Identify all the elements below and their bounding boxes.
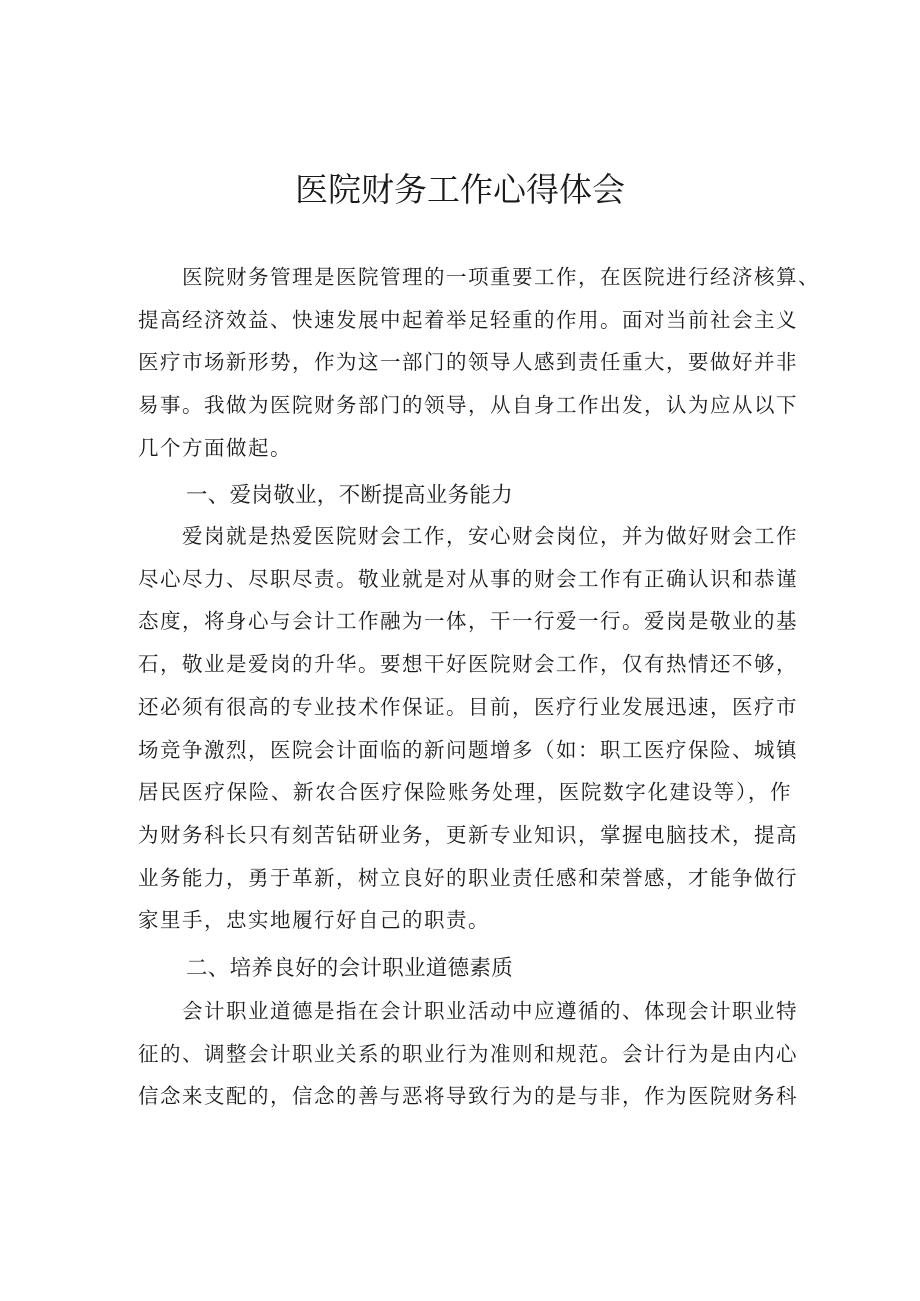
section-heading: 二、培养良好的会计职业道德素质 bbox=[186, 956, 514, 981]
text-line: 易事。我做为医院财务部门的领导，从自身工作出发，认为应从以下 bbox=[138, 393, 798, 418]
section-paragraph bbox=[138, 990, 798, 1118]
text-line: 几个方面做起。 bbox=[138, 435, 292, 460]
text-line: 尽心尽力、尽职尽责。敬业就是对从事的财会工作有正确认识和恭谨 bbox=[138, 566, 798, 591]
text-line: 为财务科长只有刻苦钻研业务，更新专业知识，掌握电脑技术，提高 bbox=[138, 822, 798, 847]
text-line: 业务能力，勇于革新，树立良好的职业责任感和荣誉感，才能争做行 bbox=[138, 865, 798, 890]
text-line: 石，敬业是爱岗的升华。要想干好医院财会工作，仅有热情还不够， bbox=[138, 652, 798, 677]
text-line: 提高经济效益、快速发展中起着举足轻重的作用。面对当前社会主义 bbox=[138, 307, 798, 332]
text-line: 征的、调整会计职业关系的职业行为准则和规范。会计行为是由内心 bbox=[138, 1041, 798, 1066]
text-line: 居民医疗保险、新农合医疗保险账务处理，医院数字化建设等），作 bbox=[138, 780, 792, 805]
text-line: 场竞争激烈，医院会计面临的新问题增多（如：职工医疗保险、城镇 bbox=[138, 737, 798, 762]
text-line: 医院财务管理是医院管理的一项重要工作，在医院进行经济核算、 bbox=[182, 265, 820, 289]
text-line: 信念来支配的，信念的善与恶将导致行为的是与非，作为医院财务科 bbox=[138, 1084, 798, 1109]
section-paragraph bbox=[138, 515, 798, 942]
section-heading: 一、爱岗敬业，不断提高业务能力 bbox=[186, 483, 514, 508]
text-line: 还必须有很高的专业技术作保证。目前，医疗行业发展迅速，医疗市 bbox=[138, 694, 798, 719]
text-line: 医疗市场新形势，作为这一部门的领导人感到责任重大，要做好并非 bbox=[138, 350, 798, 375]
text-line: 家里手，忠实地履行好自己的职责。 bbox=[138, 908, 490, 933]
intro-paragraph bbox=[138, 256, 820, 470]
text-line: 爱岗就是热爱医院财会工作，安心财会岗位，并为做好财会工作 bbox=[182, 524, 798, 548]
document-title: 医院财务工作心得体会 bbox=[295, 170, 625, 209]
text-line: 会计职业道德是指在会计职业活动中应遵循的、体现会计职业特 bbox=[182, 999, 798, 1023]
text-line: 态度，将身心与会计工作融为一体，干一行爱一行。爱岗是敬业的基 bbox=[138, 609, 798, 634]
